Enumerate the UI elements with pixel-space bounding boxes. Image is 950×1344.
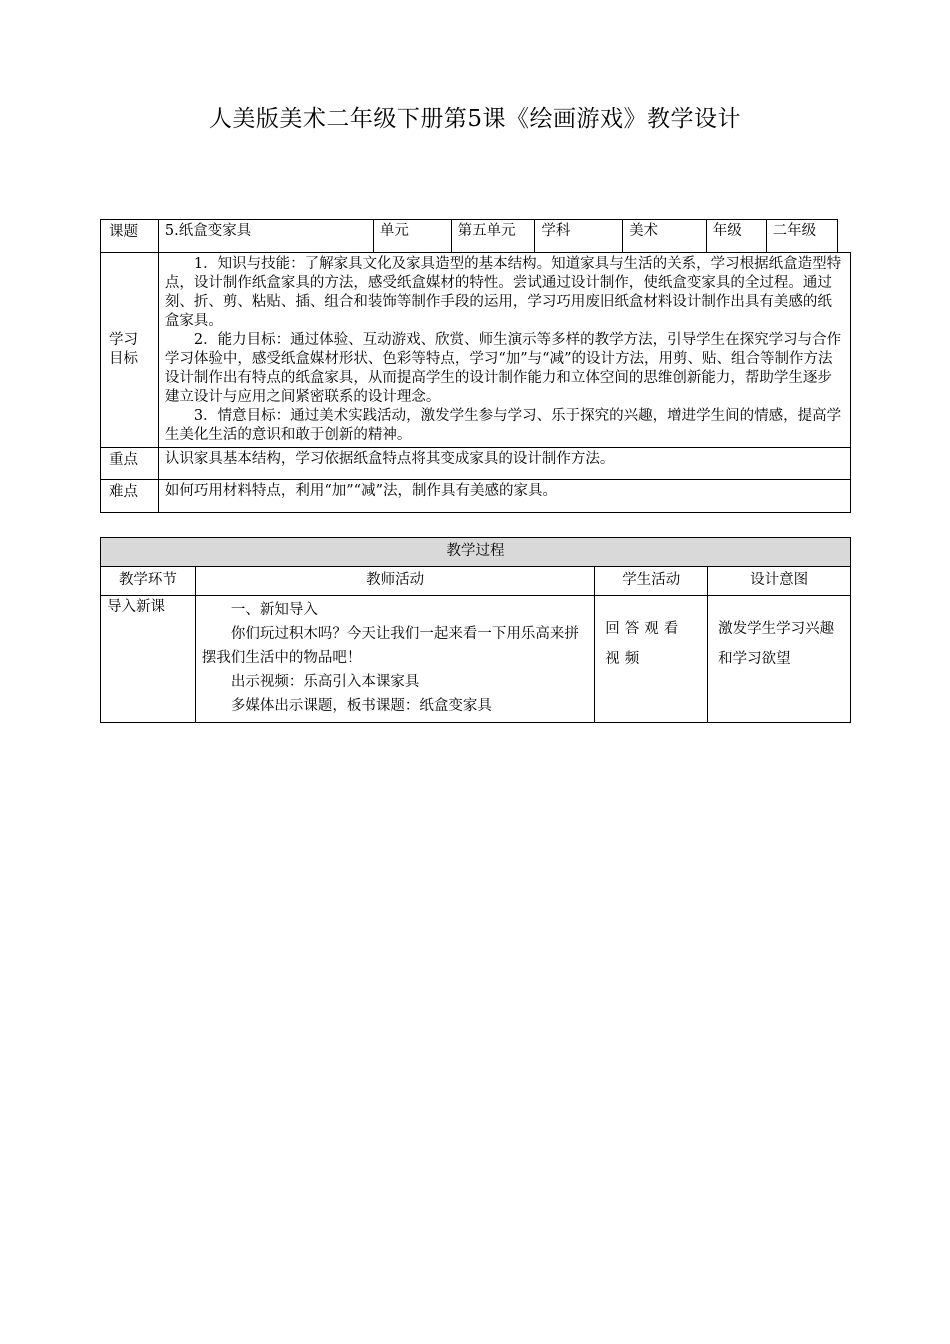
objectives-label: 学习目标 [101, 253, 159, 448]
teacher-line: 一、新知导入 [230, 602, 318, 618]
objective-knowledge: 1．知识与技能：了解家具文化及家具造型的基本结构。知道家具与生活的关系，学习根据纸盒造型特点，设计制作纸盒家具的方法，感受纸盒媒材的特性。尝试通过设计制作，使纸盒变家具的全过程。通过刻、折、剪、粘贴、插、组合和装饰等制作手段的运用，学习巧用废旧纸盒材料设计制作出具有美感的纸盒家具。 [164, 256, 842, 329]
key-label: 重点 [101, 448, 159, 480]
process-header: 教学过程 [101, 538, 851, 567]
teaching-process-table [100, 537, 851, 723]
column-intent: 设计意图 [708, 567, 851, 596]
teacher-line: 出示视频：乐高引入本课家具 [230, 674, 420, 690]
lesson-info-table [100, 219, 851, 513]
difficulty-label: 难点 [101, 480, 159, 513]
grade-label: 年级 [706, 220, 766, 253]
teacher-line: 你们玩过积木吗？今天让我们一起来看一下用乐高来拼摆我们生活中的物品吧！ [201, 626, 579, 666]
empty-cell [838, 220, 851, 253]
lesson-value: 5.纸盒变家具 [158, 220, 373, 253]
table-row [101, 596, 851, 723]
teacher-activity-cell [195, 596, 594, 723]
subject-label: 学科 [535, 220, 623, 253]
lesson-label: 课题 [101, 220, 159, 253]
document-title: 人美版美术二年级下册第5课《绘画游戏》教学设计 [208, 106, 742, 132]
subject-value: 美术 [623, 220, 707, 253]
stage-cell: 导入新课 [101, 596, 196, 723]
column-teacher: 教师活动 [195, 567, 594, 596]
objective-ability: 2．能力目标：通过体验、互动游戏、欣赏、师生演示等多样的教学方法，引导学生在探究学习与合作学习体验中，感受纸盒媒材形状、色彩等特点，学习“加”与“减”的设计方法，用剪、贴、组合等制作方法设计制作出有特点的纸盒家具，从而提高学生的设计制作能力和立体空间的思维创新能力，帮助学生逐步建立设计与应用之间紧密联系的设计理念。 [164, 332, 842, 405]
difficulty-value: 如何巧用材料特点，利用“加”“减”法，制作具有美感的家具。 [158, 480, 850, 513]
design-intent-cell: 激发学生学习兴趣和学习欲望 [708, 596, 851, 723]
key-value: 认识家具基本结构，学习依据纸盒特点将其变成家具的设计制作方法。 [158, 448, 850, 480]
teacher-line: 多媒体出示课题，板书课题：纸盒变家具 [230, 698, 492, 714]
unit-value: 第五单元 [451, 220, 535, 253]
objective-emotion: 3．情意目标：通过美术实践活动，激发学生参与学习、乐于探究的兴趣，增进学生间的情感，提高学生美化生活的意识和敢于创新的精神。 [164, 408, 842, 443]
grade-value: 二年级 [766, 220, 838, 253]
objectives-content [158, 253, 850, 448]
column-stage: 教学环节 [101, 567, 196, 596]
unit-label: 单元 [373, 220, 451, 253]
student-activity-cell: 回答观看视频 [595, 596, 708, 723]
column-student: 学生活动 [595, 567, 708, 596]
